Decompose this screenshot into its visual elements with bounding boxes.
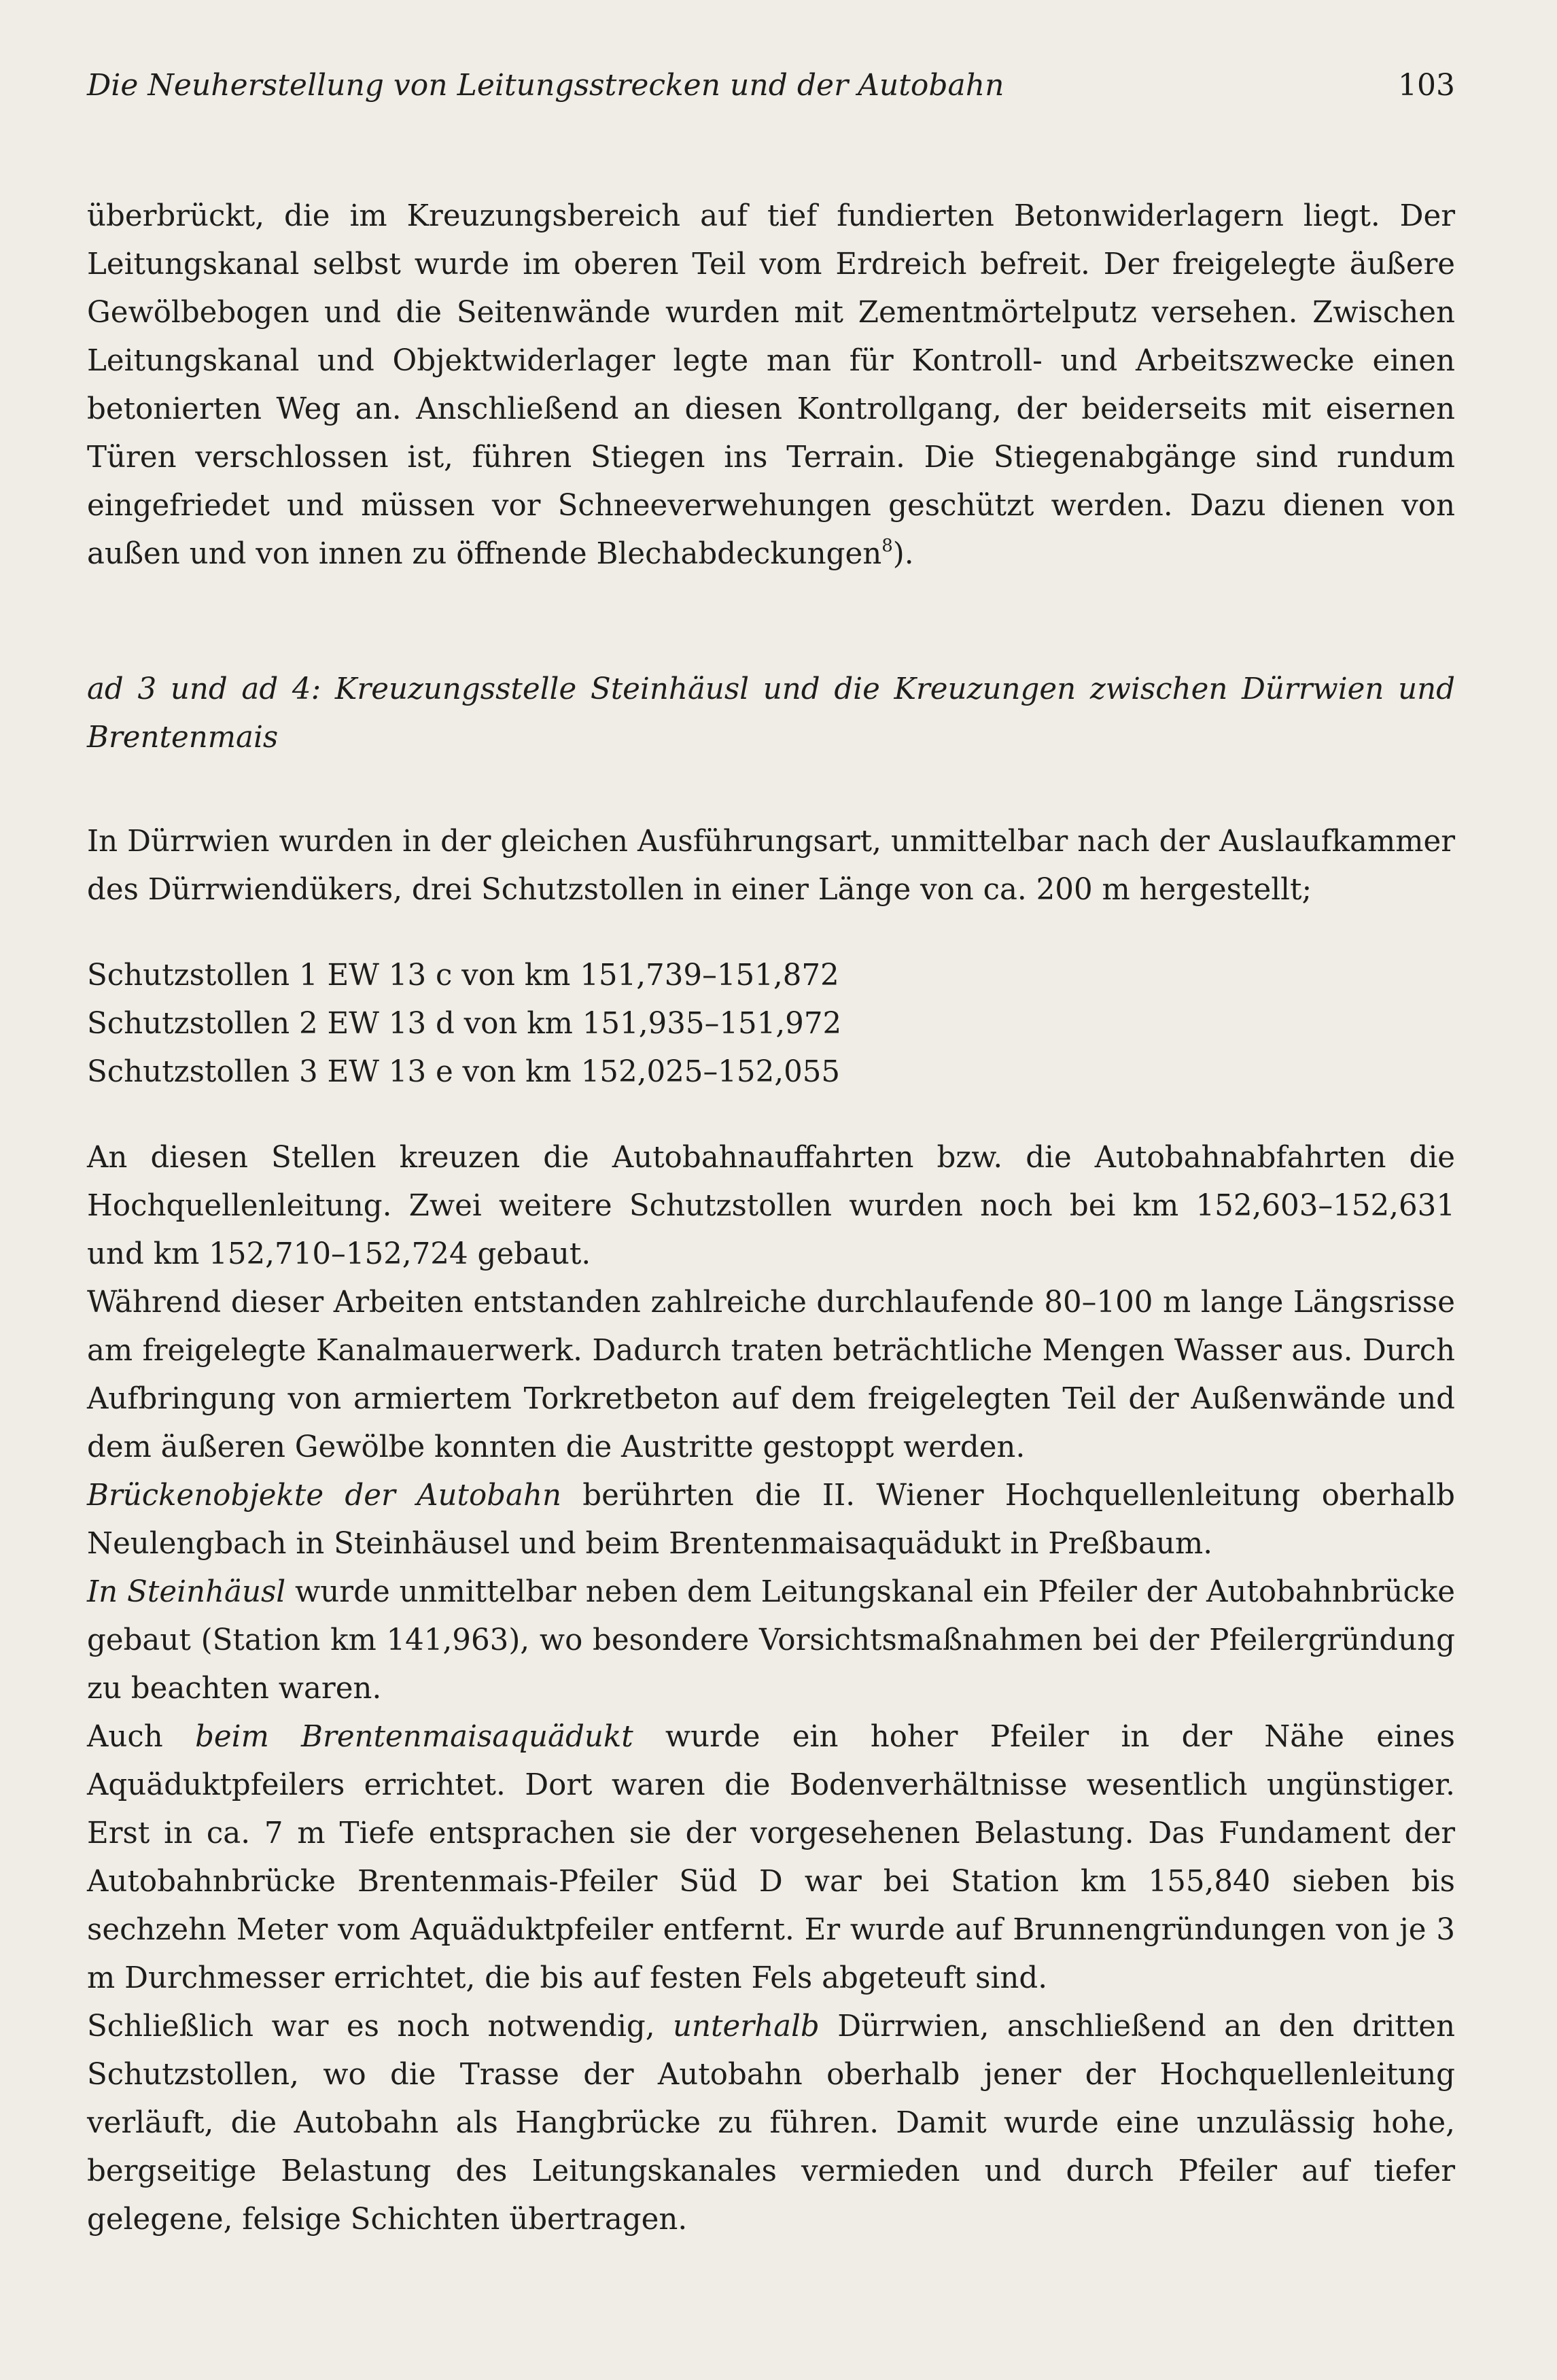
footnote-marker[interactable]: 8 [881,536,893,556]
emphasis-brentenmais: beim Brentenmaisaquädukt [195,1720,633,1754]
emphasis-brueckenobjekte: Brückenobjekte der Autobahn [87,1479,561,1513]
paragraph-intro-tail: ). [892,537,914,571]
emphasis-steinhaeusl: In Steinhäusl [87,1575,286,1609]
paragraph-hangbruecke-text: Dürrwien, anschließend an den dritten Schutzstollen, wo die Trasse der Autobahn oberhalb jener der Hochquellenleitung verläuft, die Autobahn als Hangbrücke zu führen. Damit wurde eine unzulässig hohe, bergseitige Belastung des Leitungskanales vermieden und durch Pfeiler auf tiefer gelegene, felsige Schichten übertragen. [87,2010,1455,2237]
list-item: Schutzstollen 2 EW 13 d von km 151,935–151,972 [87,1007,842,1041]
paragraph-hangbruecke-before: Schließlich war es noch notwendig, [87,2010,673,2043]
main-text-block [87,818,1455,2244]
running-header [87,68,1455,122]
paragraph-brentenmais-text: wurde ein hoher Pfeiler in der Nähe eines Aquäduktpfeilers errichtet. Dort waren die Bodenverhältnisse wesentlich ungünstiger. Erst in ca. 7 m Tiefe entsprachen sie der vorgesehenen Belastung. Das Fundament der Autobahnbrücke Brentenmais-Pfeiler Süd D war bei Station km 155,840 sieben bis sechzehn Meter vom Aquäduktpfeiler entfernt. Er wurde auf Brunnengründungen von je 3 m Durchmesser errichtet, die bis auf festen Fels abgeteuft sind. [87,1720,1455,1995]
spacer [87,914,1455,952]
paragraph-duerrwien: In Dürrwien wurden in der gleichen Ausführungsart, unmittelbar nach der Auslaufkammer des Dürrwiendükers, drei Schutzstollen in einer Länge von ca. 200 m hergestellt; [87,825,1455,907]
list-item: Schutzstollen 1 EW 13 c von km 151,739–151,872 [87,959,839,993]
paragraph-auffahrten: An diesen Stellen kreuzen die Autobahnauffahrten bzw. die Autobahnabfahrten die Hochquellenleitung. Zwei weitere Schutzstollen wurden noch bei km 152,603–152,631 und km 152,710–152,724 gebaut. [87,1141,1455,1271]
section-heading: ad 3 und ad 4: Kreuzungsstelle Steinhäusl und die Kreuzungen zwischen Dürrwien und Brentenmais [87,672,1455,755]
page-number: 103 [1398,68,1455,103]
paragraph-laengsrisse: Während dieser Arbeiten entstanden zahlreiche durchlaufende 80–100 m lange Längsrisse am freigelegte Kanalmauerwerk. Dadurch traten beträchtliche Mengen Wasser aus. Durch Aufbringung von armiertem Torkretbeton auf dem freigelegten Teil der Außenwände und dem äußeren Gewölbe konnten die Austritte gestoppt werden. [87,1286,1455,1464]
intro-text-block [87,192,1455,579]
paragraph-brueckenobjekte-text: berührten die II. Wiener Hochquellenleitung oberhalb Neulengbach in Steinhäusel und beim Brentenmaisaquädukt in Preßbaum. [87,1479,1455,1561]
paragraph-steinhaeusl [87,1568,1455,1713]
section-heading-block [87,666,1455,762]
schutzstollen-list [87,952,1455,1097]
paragraph-brentenmais-before: Auch [87,1720,196,1754]
spacer [87,1097,1455,1134]
paragraph-steinhaeusl-text: wurde unmittelbar neben dem Leitungskanal ein Pfeiler der Autobahnbrücke gebaut (Station km 141,963), wo besondere Vorsichtsmaßnahmen bei der Pfeilergründung zu beachten waren. [87,1575,1455,1706]
paragraph-intro [87,192,1455,579]
paragraph-brueckenobjekte [87,1472,1455,1568]
paragraph-hangbruecke [87,2003,1455,2244]
paragraph-intro-text: überbrückt, die im Kreuzungsbereich auf tief fundierten Betonwiderlagern liegt. Der Leitungskanal selbst wurde im oberen Teil vom Erdreich befreit. Der freigelegte äußere Gewölbebogen und die Seitenwände wurden mit Zementmörtelputz versehen. Zwischen Leitungskanal und Objektwiderlager legte man für Kontroll- und Arbeitszwecke einen betonierten Weg an. Anschließend an diesen Kontrollgang, der beiderseits mit eisernen Türen verschlossen ist, führen Stiegen ins Terrain. Die Stiegenabgänge sind rundum eingefriedet und müssen vor Schneeverwehungen geschützt werden. Dazu dienen von außen und von innen zu öffnende Blechabdeckungen [87,199,1455,571]
running-header-title: Die Neuherstellung von Leitungsstrecken und der Autobahn [87,68,1004,103]
emphasis-unterhalb: unterhalb [673,2010,820,2043]
list-item: Schutzstollen 3 EW 13 e von km 152,025–152,055 [87,1055,841,1089]
paragraph-brentenmais [87,1713,1455,2003]
